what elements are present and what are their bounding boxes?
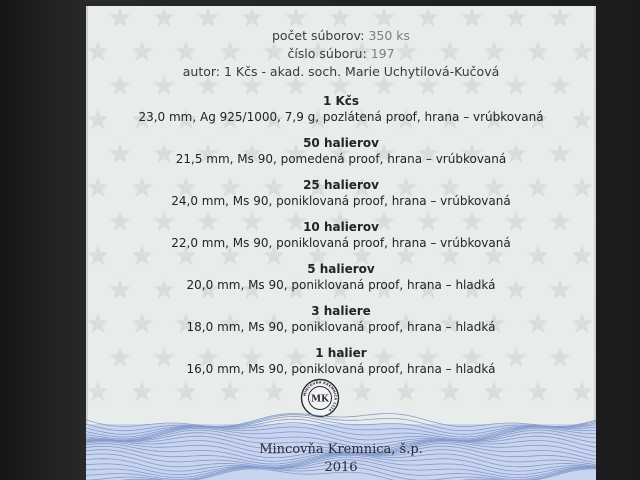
series-count: [86, 28, 596, 43]
background-star: [418, 7, 439, 27]
issue-year: 2016: [324, 460, 358, 475]
background-star: [110, 7, 131, 27]
coin-denomination: 5 halierov: [307, 262, 375, 276]
background-star: [132, 381, 153, 401]
coin-denomination: 50 halierov: [303, 136, 379, 150]
issuer-name: Mincovňa Kremnica, š.p.: [259, 442, 423, 457]
coin-spec: 18,0 mm, Ms 90, poniklovaná proof, hrana – hladká: [186, 320, 496, 334]
background-star: [352, 381, 373, 401]
author-line: autor: 1 Kčs - akad. soch. Marie Uchytilová-Kučová: [182, 64, 500, 79]
background-star: [154, 7, 175, 27]
background-star: [242, 7, 263, 27]
background-star: [484, 381, 505, 401]
coin-spec: 16,0 mm, Ms 90, poniklovaná proof, hrana – hladká: [186, 362, 496, 376]
series-count-value: 350 ks: [368, 28, 411, 43]
series-count-label: počet súborov:: [271, 28, 365, 43]
svg-text:MINCOVŇA KREMNICA 1328: MINCOVŇA KREMNICA 1328: [302, 380, 338, 413]
background-star: [396, 381, 417, 401]
coin-spec: 20,0 mm, Ms 90, poniklovaná proof, hrana – hladká: [186, 278, 496, 292]
background-star: [220, 381, 241, 401]
certificate-card: [86, 6, 596, 480]
background-star: [374, 7, 395, 27]
logo-monogram: MK: [311, 394, 329, 405]
set-number-value: 197: [370, 46, 395, 61]
coin-denomination: 1 Kčs: [322, 94, 360, 108]
background-star: [440, 381, 461, 401]
set-number-label: číslo súboru:: [287, 46, 367, 61]
coin-spec: 23,0 mm, Ag 925/1000, 7,9 g, pozlátená proof, hrana – vrúbkovaná: [138, 110, 544, 124]
background-star: [550, 7, 571, 27]
coin-denomination: 25 halierov: [303, 178, 379, 192]
background-star: [528, 381, 549, 401]
background-star: [330, 7, 351, 27]
background-star: [286, 7, 307, 27]
background-star: [176, 381, 197, 401]
background-star: [594, 7, 597, 27]
background-star: [88, 381, 109, 401]
coin-denomination: 1 halier: [315, 346, 367, 360]
background-star: [572, 381, 593, 401]
coin-spec: 22,0 mm, Ms 90, poniklovaná proof, hrana – vrúbkovaná: [171, 236, 511, 250]
coin-denomination: 3 haliere: [311, 304, 371, 318]
set-number: [86, 46, 596, 61]
coin-spec: 21,5 mm, Ms 90, pomedená proof, hrana – vrúbkovaná: [175, 152, 507, 166]
background-star: [198, 7, 219, 27]
background-star: [264, 381, 285, 401]
background-star: [462, 7, 483, 27]
background-star: [506, 7, 527, 27]
coin-spec: 24,0 mm, Ms 90, poniklovaná proof, hrana – vrúbkovaná: [171, 194, 511, 208]
coin-denomination: 10 halierov: [303, 220, 379, 234]
background-star: [86, 7, 87, 27]
